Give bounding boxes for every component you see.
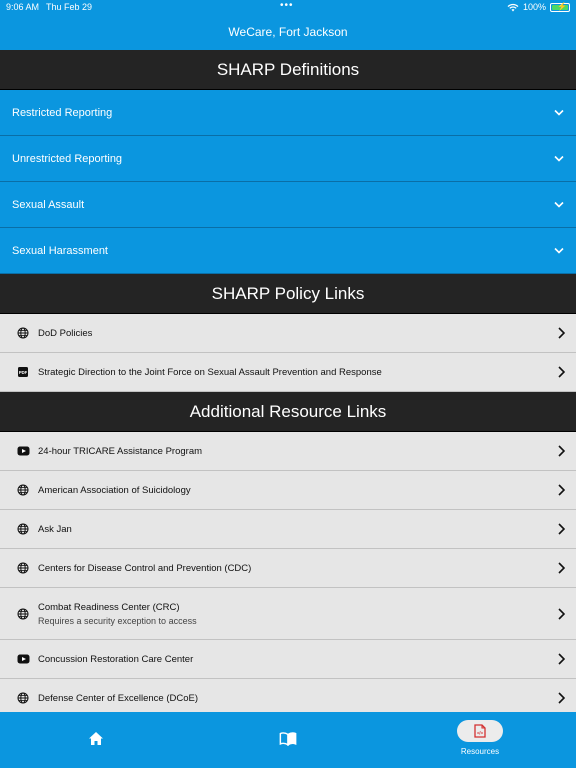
- pdf-icon: [16, 365, 30, 379]
- link-combat-readiness[interactable]: [0, 588, 576, 640]
- chevron-right-icon: [556, 562, 566, 574]
- link-dcoe[interactable]: [0, 679, 576, 712]
- section-header-resource-links: [0, 392, 576, 432]
- chevron-right-icon: [556, 692, 566, 704]
- chevron-down-icon: [554, 200, 564, 210]
- chevron-down-icon: [554, 154, 564, 164]
- link-label: Ask Jan: [38, 523, 72, 535]
- main-content[interactable]: [0, 50, 576, 712]
- link-ask-jan[interactable]: [0, 510, 576, 549]
- home-icon: [87, 729, 105, 747]
- link-label: 24-hour TRICARE Assistance Program: [38, 445, 203, 457]
- accordion-sexual-harassment[interactable]: [0, 228, 576, 274]
- globe-icon: [16, 561, 30, 575]
- wifi-icon: [507, 3, 519, 12]
- section-header-definitions: [0, 50, 576, 90]
- youtube-icon: [16, 652, 30, 666]
- accordion-label: Unrestricted Reporting: [12, 152, 123, 165]
- battery-percent: 100%: [522, 2, 546, 12]
- battery-icon: ⚡: [550, 3, 570, 12]
- link-text-group: [38, 602, 556, 626]
- link-label: Combat Readiness Center (CRC): [38, 601, 180, 613]
- chevron-right-icon: [556, 484, 566, 496]
- link-label: American Association of Suicidology: [38, 484, 191, 496]
- tab-bar: [0, 712, 576, 768]
- chevron-down-icon: [554, 108, 564, 118]
- section-title: Additional Resource Links: [189, 402, 387, 421]
- accordion-label: Sexual Assault: [12, 198, 85, 211]
- chevron-right-icon: [556, 366, 566, 378]
- link-strategic-direction[interactable]: [0, 353, 576, 392]
- section-header-policy-links: [0, 274, 576, 314]
- svg-text:</>: </>: [476, 730, 484, 736]
- link-label: Concussion Restoration Care Center: [38, 653, 194, 665]
- link-label: Strategic Direction to the Joint Force on Sexual Assault Prevention and Response: [38, 366, 382, 378]
- globe-icon: [16, 522, 30, 536]
- status-bar: [0, 0, 576, 15]
- section-title: SHARP Policy Links: [211, 284, 365, 303]
- link-label: DoD Policies: [38, 327, 93, 339]
- status-right: [507, 2, 570, 12]
- section-title: SHARP Definitions: [216, 60, 360, 79]
- tab-home[interactable]: [36, 712, 156, 768]
- globe-icon: [16, 326, 30, 340]
- chevron-right-icon: [556, 523, 566, 535]
- chevron-down-icon: [554, 246, 564, 256]
- accordion-label: Sexual Harassment: [12, 244, 108, 257]
- link-label: Defense Center of Excellence (DCoE): [38, 692, 198, 704]
- link-dod-policies[interactable]: [0, 314, 576, 353]
- chevron-right-icon: [556, 608, 566, 620]
- status-date: Thu Feb 29: [46, 2, 93, 12]
- chevron-right-icon: [556, 653, 566, 665]
- book-icon: [279, 729, 297, 747]
- link-cdc[interactable]: [0, 549, 576, 588]
- link-suicidology[interactable]: [0, 471, 576, 510]
- accordion-sexual-assault[interactable]: [0, 182, 576, 228]
- globe-icon: [16, 483, 30, 497]
- link-tricare-assistance[interactable]: [0, 432, 576, 471]
- page-title: WeCare, Fort Jackson: [228, 25, 348, 39]
- chevron-right-icon: [556, 445, 566, 457]
- status-time: 9:06 AM: [6, 2, 40, 12]
- link-concussion-restoration[interactable]: [0, 640, 576, 679]
- globe-icon: [16, 607, 30, 621]
- accordion-restricted-reporting[interactable]: [0, 90, 576, 136]
- globe-icon: [16, 691, 30, 705]
- tab-resources[interactable]: [420, 712, 540, 768]
- svg-text:PDF: PDF: [18, 370, 28, 375]
- link-sublabel: Requires a security exception to access: [38, 615, 197, 626]
- youtube-icon: [16, 444, 30, 458]
- accordion-label: Restricted Reporting: [12, 106, 113, 119]
- tab-label: Resources: [460, 747, 500, 756]
- link-label: Centers for Disease Control and Prevention (CDC): [38, 562, 252, 574]
- chevron-right-icon: [556, 327, 566, 339]
- tab-library[interactable]: [228, 712, 348, 768]
- resources-icon: [457, 720, 503, 742]
- app-header: [0, 15, 576, 50]
- multitask-dots-icon[interactable]: •••: [280, 0, 294, 11]
- accordion-unrestricted-reporting[interactable]: [0, 136, 576, 182]
